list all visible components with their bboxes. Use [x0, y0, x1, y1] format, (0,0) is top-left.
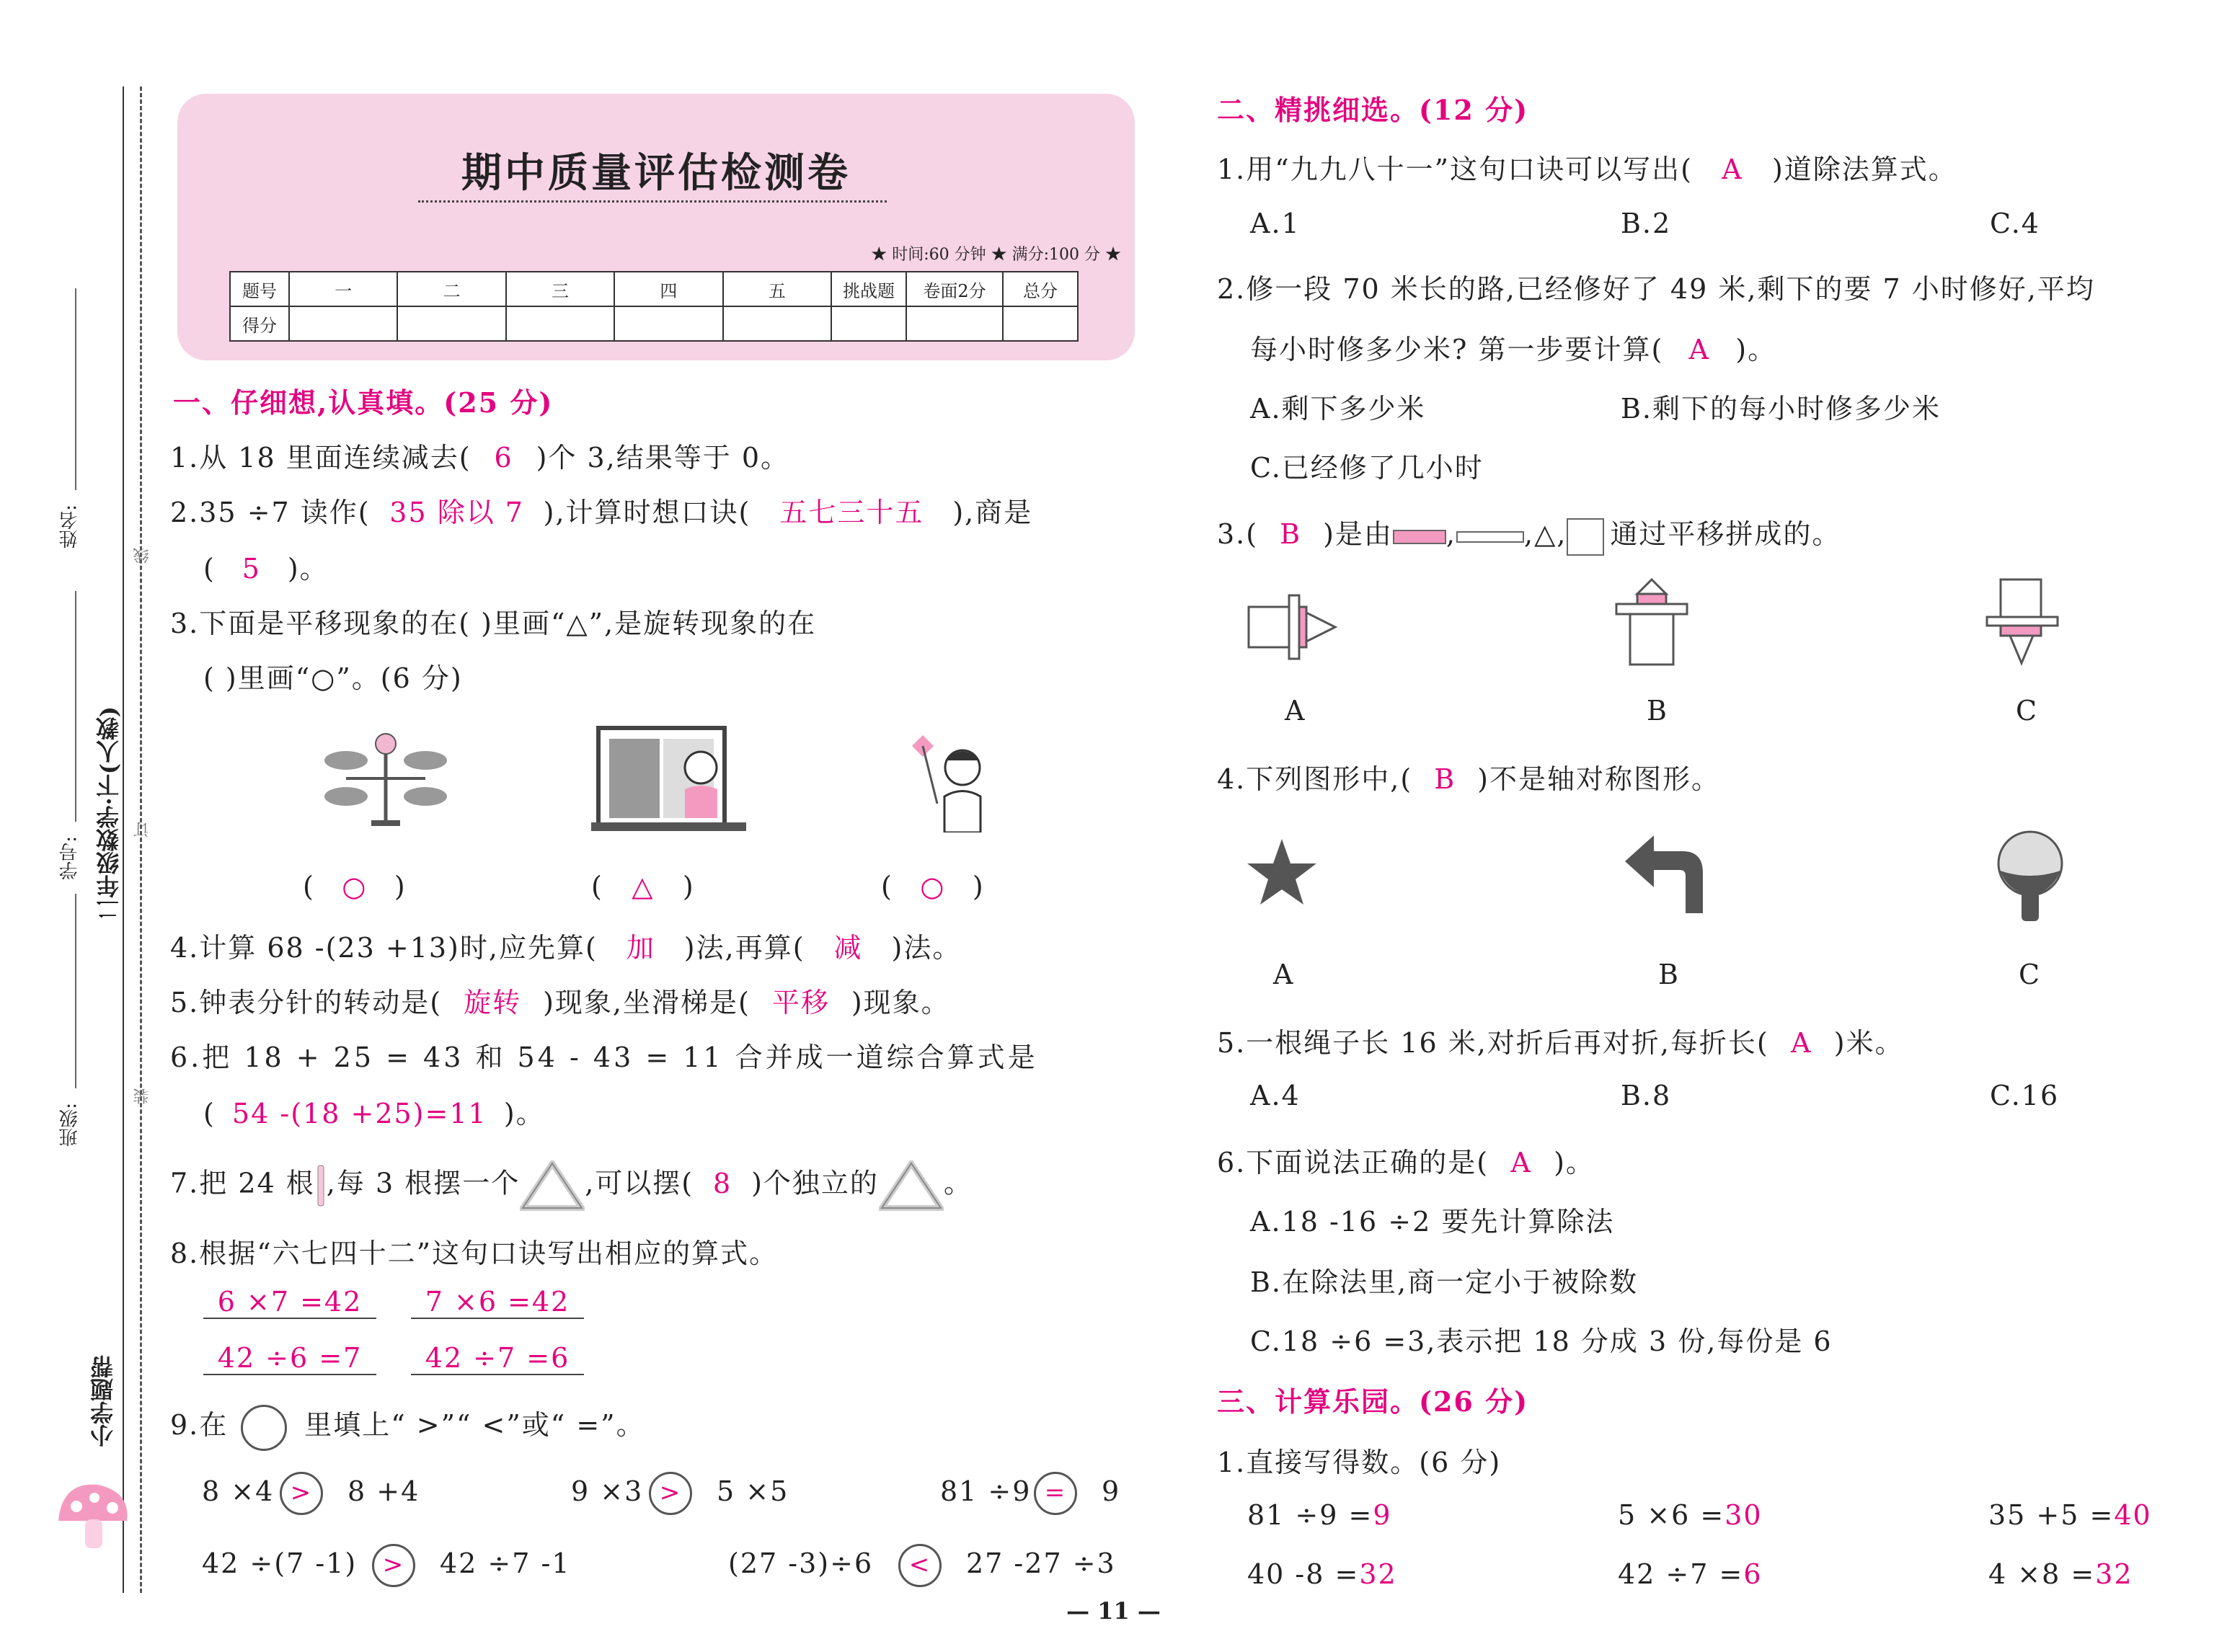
stick-triangle-icon	[879, 1160, 944, 1211]
answer: B	[1280, 518, 1302, 550]
section3-heading: 三、计算乐园。(26 分)	[1217, 1385, 1529, 1418]
answer: 加	[626, 932, 655, 964]
option: C.已经修了几小时	[1250, 452, 1484, 484]
margin-banji: 班级:	[59, 1103, 81, 1147]
s1-q8: 8.根据“六七四十二”这句口诀写出相应的算式。	[170, 1238, 779, 1269]
s1-q1: 1.从 18 里面连续减去( 6 )个 3,结果等于 0。	[170, 442, 790, 474]
answer: <	[898, 1544, 942, 1587]
q8-answer-3: 42 ÷6 =7	[203, 1342, 376, 1375]
option-label: C	[2016, 695, 2039, 727]
s2-q2-line1: 2.修一段 70 米长的路,已经修好了 49 米,剩下的要 7 小时修好,平均	[1217, 273, 2095, 305]
stick-icon	[315, 1164, 327, 1207]
answer: △	[632, 871, 655, 902]
margin-ding: 订	[133, 822, 151, 838]
answer: >	[649, 1472, 692, 1515]
answer: 5	[242, 553, 261, 585]
answer: 9	[1373, 1499, 1392, 1531]
option-label: B	[1658, 959, 1680, 990]
option: B.剩下的每小时修多少米	[1621, 393, 1942, 425]
s1-q3-answer-3: ( ○ )	[881, 871, 985, 902]
answer: 旋转	[464, 987, 522, 1018]
score-cell-header: 总分	[1003, 272, 1078, 306]
q8-answer-1: 6 ×7 =42	[203, 1286, 376, 1319]
window-child-image	[591, 724, 746, 832]
score-cell-header: 卷面2分	[906, 272, 1003, 306]
score-cell-header: 一	[289, 272, 397, 306]
answer: A	[1510, 1147, 1532, 1178]
option: B.在除法里,商一定小于被除数	[1250, 1266, 1639, 1298]
answer: 35 除以 7	[389, 497, 524, 528]
option: A.1	[1250, 208, 1301, 239]
paddle-icon	[1994, 830, 2066, 924]
score-cell-header: 三	[506, 272, 614, 306]
score-cell-header: 四	[614, 272, 722, 306]
option: C.16	[1990, 1080, 2060, 1111]
shape-option-a	[1246, 591, 1347, 663]
empty-circle-icon	[241, 1405, 287, 1451]
answer: =	[1034, 1472, 1077, 1515]
option-label: A	[1285, 695, 1306, 727]
score-cell-header: 题号	[230, 272, 289, 306]
score-cell-header: 二	[397, 272, 505, 306]
margin-brand: 小学题帮	[89, 1355, 117, 1447]
calc-item: 40 -8 =32	[1247, 1558, 1397, 1590]
answer: 8	[713, 1167, 732, 1199]
score-cell[interactable]	[1003, 306, 1078, 341]
s2-q2-line2: 每小时修多少米? 第一步要计算( A )。	[1250, 334, 1777, 365]
s1-q4: 4.计算 68 -(23 +13)时,应先算( 加 )法,再算( 减 )法。	[170, 925, 961, 965]
page-number: — 11 —	[1066, 1597, 1161, 1625]
option: A.18 -16 ÷2 要先计算除法	[1250, 1206, 1615, 1238]
s1-q5: 5.钟表分针的转动是( 旋转 )现象,坐滑梯是( 平移 )现象。	[170, 980, 950, 1020]
score-row-label: 得分	[230, 306, 289, 341]
option: B.2	[1621, 208, 1672, 239]
s1-q2-line1: 2.35 ÷7 读作( 35 除以 7 ),计算时想口诀( 五七三十五 ),商是	[170, 490, 1032, 530]
compare-item: 42 ÷(7 -1) > 42 ÷7 -1	[202, 1544, 571, 1587]
option: C.18 ÷6 =3,表示把 18 分成 3 份,每份是 6	[1250, 1325, 1833, 1357]
answer: A	[1722, 154, 1743, 185]
shape-option-c	[1983, 577, 2062, 670]
answer: 6	[1743, 1558, 1763, 1590]
pinwheel-dolphins-image	[317, 728, 454, 829]
margin-xingming: 姓名:	[59, 505, 81, 549]
answer: A	[1688, 334, 1710, 365]
calc-item: 4 ×8 =32	[1988, 1558, 2133, 1590]
exam-meta: ★ 时间:60 分钟 ★ 满分:100 分 ★	[871, 246, 1121, 264]
s1-q6-line1: 6.把 18 + 25 = 43 和 54 - 43 = 11 合并成一道综合算式是	[170, 1042, 1038, 1073]
score-cell[interactable]	[906, 306, 1003, 341]
answer: ○	[920, 871, 946, 902]
answer: 五七三十五	[779, 497, 924, 528]
s3-q1: 1.直接写得数。(6 分)	[1217, 1447, 1502, 1478]
answer: 32	[2095, 1558, 2133, 1590]
margin-underline-2	[75, 591, 76, 822]
s2-q4: 4.下列图形中,( B )不是轴对称图形。	[1217, 763, 1720, 795]
margin-line-dashed	[140, 86, 142, 1593]
answer: 32	[1359, 1558, 1397, 1590]
calc-item: 81 ÷9 =9	[1247, 1499, 1392, 1531]
margin-xian: 线	[133, 548, 151, 564]
answer: 6	[494, 442, 513, 474]
score-cell[interactable]	[831, 306, 906, 341]
turn-arrow-icon	[1622, 832, 1709, 915]
score-table	[229, 271, 1079, 342]
q8-answer-2: 7 ×6 =42	[411, 1286, 584, 1319]
answer: 54 -(18 +25)=11	[231, 1098, 487, 1129]
answer: ○	[342, 871, 368, 902]
answer: >	[372, 1544, 415, 1587]
score-cell-header: 五	[723, 272, 831, 306]
s1-q3-answer-1: ( ○ )	[303, 871, 407, 902]
stick-triangle-icon	[520, 1160, 585, 1211]
s1-q3-line1: 3.下面是平移现象的在( )里画“△”,是旋转现象的在	[170, 608, 817, 639]
white-rectangle-icon	[1456, 531, 1524, 543]
option: B.8	[1621, 1080, 1672, 1111]
page-title: 期中质量评估检测卷	[461, 149, 851, 197]
answer: A	[1791, 1027, 1812, 1059]
calc-item: 5 ×6 =30	[1618, 1499, 1763, 1531]
margin-course: 二年级数学·下(人教)	[95, 706, 123, 921]
answer: B	[1434, 763, 1456, 795]
s1-q7: 7.把 24 根 ,每 3 根摆一个 ,可以摆( 8 )个独立的 。	[170, 1160, 973, 1211]
mushroom-logo-icon	[55, 1478, 134, 1557]
s1-q3-answer-2: ( △ )	[591, 871, 695, 902]
s1-q6-line2: ( 54 -(18 +25)=11 )。	[203, 1098, 545, 1129]
option: A.剩下多少米	[1250, 393, 1426, 425]
s2-q5: 5.一根绳子长 16 米,对折后再对折,每折长( A )米。	[1217, 1027, 1904, 1059]
section2-heading: 二、精挑细选。(12 分)	[1217, 94, 1529, 126]
option-label: C	[2019, 959, 2042, 990]
shape-option-b	[1612, 577, 1691, 670]
s2-q1: 1.用“九九八十一”这句口诀可以写出( A )道除法算式。	[1217, 154, 1957, 185]
s2-q6: 6.下面说法正确的是( A )。	[1217, 1147, 1595, 1178]
answer: 减	[833, 932, 863, 964]
star-icon	[1246, 836, 1318, 908]
score-cell-header: 挑战题	[831, 272, 906, 306]
option-label: A	[1273, 959, 1295, 990]
margin-xuehao: 学号:	[59, 836, 81, 880]
answer: 平移	[771, 987, 830, 1018]
title-underline	[418, 200, 887, 203]
q8-answer-4: 42 ÷7 =6	[411, 1342, 584, 1375]
pink-rectangle-icon	[1393, 530, 1446, 544]
calc-item: 35 +5 =40	[1988, 1499, 2152, 1531]
compare-item: 81 ÷9 = 9	[940, 1472, 1120, 1515]
score-cell[interactable]	[723, 306, 831, 341]
option-label: B	[1647, 695, 1668, 727]
margin-underline-3	[75, 894, 76, 1088]
answer: >	[280, 1472, 323, 1515]
margin-underline-1	[75, 288, 76, 490]
s1-q9: 9.在 里填上“ >”“ <”或“ =”。	[170, 1403, 645, 1451]
answer: 30	[1725, 1499, 1763, 1531]
margin-zhuang: 装	[133, 1088, 151, 1104]
child-pinwheel-image	[905, 724, 991, 832]
compare-item: 8 ×4 > 8 +4	[202, 1472, 420, 1515]
score-cell[interactable]	[397, 306, 505, 341]
s1-q2-line2: ( 5 )。	[203, 553, 329, 585]
square-icon	[1567, 518, 1604, 556]
score-cell[interactable]	[289, 306, 397, 341]
option: A.4	[1250, 1080, 1301, 1111]
option: C.4	[1990, 208, 2040, 239]
compare-item: (27 -3)÷6 < 27 -27 ÷3	[728, 1544, 1116, 1587]
s1-q3-line2: ( )里画“○”。(6 分)	[203, 662, 463, 694]
score-cell[interactable]	[506, 306, 614, 341]
calc-item: 42 ÷7 =6	[1618, 1558, 1763, 1590]
section1-heading: 一、仔细想,认真填。(25 分)	[173, 386, 554, 419]
s2-q3: 3.( B )是由 , ,△, 通过平移拼成的。	[1217, 512, 1841, 556]
compare-item: 9 ×3 > 5 ×5	[571, 1472, 789, 1515]
score-cell[interactable]	[614, 306, 722, 341]
answer: 40	[2114, 1499, 2152, 1531]
